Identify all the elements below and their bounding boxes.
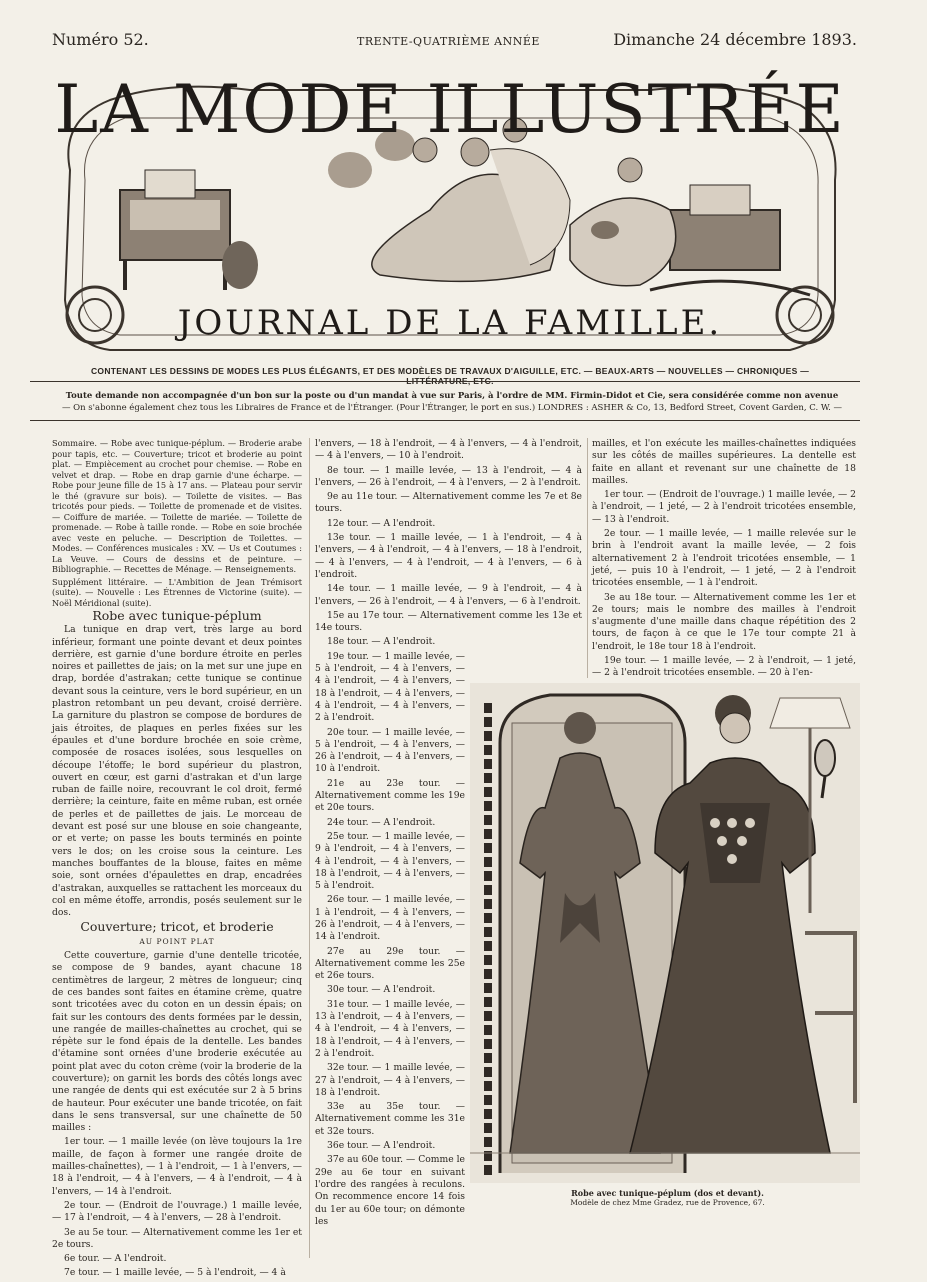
- knit-row: 2e tour. — (Endroit de l'ouvrage.) 1 maille levée, — 17 à l'endroit, — 4 à l'envers, — 28 à l'endroit.: [52, 1199, 302, 1224]
- dress-engraving: [470, 683, 860, 1183]
- knit-row: 19e tour. — 1 maille levée, — 2 à l'endroit, — 1 jeté, — 2 à l'endroit tricotées ensemble. — 20 à l'en-: [592, 655, 856, 679]
- knit-row: 1er tour. — (Endroit de l'ouvrage.) 1 maille levée, — 2 à l'endroit, — 1 jeté, — 2 à l'endroit tricotées ensemble, — 13 à l'endroit.: [592, 489, 856, 525]
- subscription-notice-2: — On s'abonne également chez tous les Libraires de France et de l'Étranger. (Pour l'Étranger, le port en sus.) LONDRES : ASHER & Co, 13, Bedford Street, Covent Garden, C. W. —: [61, 403, 843, 413]
- knit-row: 27e au 29e tour. — Alternativement comme les 25e et 26e tours.: [315, 945, 465, 982]
- knit-row: 31e tour. — 1 maille levée, — 13 à l'endroit, — 4 à l'envers, — 4 à l'endroit, — 4 à l'envers, — 18 à l'endroit, — 4 à l'envers, — 2 à l'endroit.: [315, 998, 465, 1059]
- knit-row: 32e tour. — 1 maille levée, — 27 à l'endroit, — 4 à l'envers, — 18 à l'endroit.: [315, 1062, 465, 1098]
- section-title: Robe avec tunique-péplum: [92, 608, 262, 623]
- column-1: [52, 438, 302, 1282]
- divider-rule: [30, 381, 860, 382]
- divider-rule: [30, 420, 860, 421]
- knit-row: 3e au 5e tour. — Alternativement comme les 1er et 2e tours.: [52, 1226, 302, 1250]
- knit-row: 26e tour. — 1 maille levée, — 1 à l'endroit, — 4 à l'envers, — 26 à l'endroit, — 4 à l'envers, — 14 à l'endroit.: [315, 894, 465, 943]
- knit-row: 1er tour. — 1 maille levée (on lève toujours la 1re maille, de façon à former une rangée droite de mailles-chaînettes), — 1 à l'endroit, — 1 à l'envers, — 18 à l'endroit, — 4 à l'envers, — 4 à l'endroit, — 4 à l'envers, — 14 à l'endroit.: [52, 1136, 302, 1197]
- masthead-subtitle: JOURNAL DE LA FAMILLE.: [177, 303, 723, 343]
- column-divider: [309, 438, 310, 1258]
- caption-title: Robe avec tunique-péplum (dos et devant).: [571, 1188, 764, 1198]
- column-2-narrow: [315, 651, 465, 1228]
- knit-row: 20e tour. — 1 maille levée, — 5 à l'endroit, — 4 à l'envers, — 26 à l'endroit, — 4 à l'envers, — 10 à l'endroit.: [315, 726, 465, 775]
- knit-row: 37e au 60e tour. — Comme le 29e au 6e tour en suivant l'ordre des rangées à reculons. On recommence encore 14 fois du 1er au 60e tour; on démonte les: [315, 1154, 465, 1227]
- knit-row: l'envers, — 18 à l'endroit, — 4 à l'envers, — 4 à l'endroit, — 4 à l'envers, — 10 à l'endroit.: [315, 438, 582, 462]
- knit-row: 13e tour. — 1 maille levée, — 1 à l'endroit, — 4 à l'envers, — 4 à l'endroit, — 4 à l'envers, — 18 à l'endroit, — 4 à l'envers, — 4 à l'endroit, — 4 à l'envers, — 6 à l'endroit.: [315, 532, 582, 580]
- knit-row: 18e tour. — A l'endroit.: [327, 636, 436, 648]
- year-label: TRENTE-QUATRIÈME ANNÉE: [357, 35, 540, 48]
- knit-row: 7e tour. — 1 maille levée, — 5 à l'endroit, — 4 à: [64, 1267, 286, 1279]
- subscription-notice: Toute demande non accompagnée d'un bon sur la poste ou d'un mandat à vue sur Paris, à l'ordre de MM. Firmin-Didot et Cie, sera considérée comme non avenue: [65, 391, 839, 401]
- contents-line: CONTENANT LES DESSINS DE MODES LES PLUS ÉLÉGANTS, ET DES MODÈLES DE TRAVAUX D'AIGUILLE, ETC. — BEAUX-ARTS — NOUVELLES — CHRONIQUES — LITTÉRATURE, ETC.: [90, 366, 810, 386]
- knit-row: 2e tour. — 1 maille levée, — 1 maille relevée sur le brin à l'endroit avant la maille levée, — 2 fois alternativement 2 à l'endroit tricotées ensemble, — 1 jeté, — puis 10 à l'endroit, — 1 jeté, — 2 à l'endroit tricotées ensemble, — 1 à l'endroit.: [592, 528, 856, 589]
- knit-row: 36e tour. — A l'endroit.: [327, 1140, 436, 1152]
- supplement: Supplément littéraire. — L'Ambition de Jean Trémisort (suite). — Nouvelle : Les Étrennes de Victorine (suite). — Noël Méridional (suite).: [52, 576, 302, 608]
- knit-row: 6e tour. — A l'endroit.: [64, 1253, 167, 1265]
- knit-row: 24e tour. — A l'endroit.: [327, 816, 436, 828]
- knit-row: mailles, et l'on exécute les mailles-chaînettes indiquées sur les côtés de mailles supérieures. La dentelle est faite en allant et revenant sur une chaînette de 18 mailles.: [592, 438, 856, 486]
- knit-row: 14e tour. — 1 maille levée, — 9 à l'endroit, — 4 à l'envers, — 26 à l'endroit, — 4 à l'envers, — 6 à l'endroit.: [315, 583, 582, 607]
- knit-row: 33e au 35e tour. — Alternativement comme les 31e et 32e tours.: [315, 1101, 465, 1137]
- masthead-engraving: [50, 60, 850, 360]
- masthead-title: LA MODE ILLUSTRÉE: [54, 71, 846, 148]
- issue-number: Numéro 52.: [52, 30, 149, 49]
- section-title: Couverture; tricot, et broderie: [80, 919, 274, 935]
- knit-row: 30e tour. — A l'endroit.: [327, 984, 436, 996]
- masthead: [50, 60, 850, 360]
- knit-row: 12e tour. — A l'endroit.: [327, 517, 436, 529]
- illustration-caption: [480, 1188, 855, 1208]
- knit-row: 8e tour. — 1 maille levée, — 13 à l'endroit, — 4 à l'envers, — 26 à l'endroit, — 4 à l'envers, — 2 à l'endroit.: [315, 464, 582, 488]
- column-divider: [587, 438, 588, 678]
- issue-date: Dimanche 24 décembre 1893.: [613, 30, 857, 49]
- caption-credit: Modèle de chez Mme Gradez, rue de Provence, 67.: [570, 1198, 765, 1207]
- knit-row: 19e tour. — 1 maille levée, — 5 à l'endroit, — 4 à l'envers, — 4 à l'endroit, — 4 à l'envers, — 18 à l'endroit, — 4 à l'envers, — 4 à l'endroit, — 4 à l'envers, — 2 à l'endroit.: [315, 650, 465, 724]
- summary: Sommaire. — Robe avec tunique-péplum. — Broderie arabe pour tapis, etc. — Couverture; tricot et broderie au point plat. — Empiècement au crochet pour chemise. — Robe en velvet et drap. — Robe en drap garnie d'une écharpe. — Robe pour jeune fille de 15 à 17 ans. — Plateau pour servir le thé (gravure sur bois). — Toilette de visites. — Bas tricotés pour pieds. — Toilette de promenade et de visites. — Coiffure de mariée. — Toilette de mariée. — Toilette de promenade. — Robe à taille ronde. — Robe en soie brochée avec veste en peluche. — Description de Toilettes. — Modes. — Conférences musicales : XV. — Us et Coutumes : La Veuve. — Cours de dessins et de peinture. — Bibliographie. — Recettes de Ménage. — Renseignements.: [52, 438, 302, 574]
- section-body: La tunique en drap vert, très large au bord inférieur, formant une pointe devant et deux pointes derrière, est garnie d'une bordure étroite en perles noires et paillettes de jais; on la met sur une jupe en drap, bordée d'astrakan; cette tunique se continue devant sous la ceinture, vers le bord supérieur, en un plastron retombant un peu devant, croisé derrière. La garniture du plastron se compose de bordures de jais étroites, de plaques en perles fixées sur les épaules et d'une bordure brochée en soie crème, composée de rosaces isolées, sous lesquelles on découpe l'étoffe; le bord supérieur du plastron, ouvert en cœur, est garni d'astrakan et d'un large ruban de faille noire, recouvrant le col droit, fermé derrière; la ceinture, faite en même ruban, est ornée de perles et de paillettes de jais. Le morceau de devant est posé sur une blouse en soie changeante, or et verte; on passe les bouts terminés en pointe vers le dos; on les croise sous la ceinture. Les manches bouffantes de la blouse, faites en même soie, sont ornées d'épaulettes en drap, encadrées d'astrakan, auxquelles se rattachent les morceaux du col en même étoffe, arrondis, posés seulement sur le dos.: [52, 624, 302, 919]
- knit-row: 3e au 18e tour. — Alternativement comme les 1er et 2e tours; mais le nombre des mailles à l'endroit s'augmente d'une maille dans chaque répétition des 2 tours, de façon à ce que le 17e tour compte 21 à l'endroit, le 18e tour 18 à l'endroit.: [592, 591, 856, 652]
- section-body: Cette couverture, garnie d'une dentelle tricotée, se compose de 9 bandes, ayant chacune 18 centimètres de largeur, 2 mètres de longueur; cinq de ces bandes sont faites en étamine crème, quatre sont tricotées avec du coton en un dessin épais; on fait sur les contours des dents formées par le dessin, une rangée de mailles-chaînettes au crochet, qui se répète sur le fond épais de la dentelle. Les bandes d'étamine sont ornées d'une broderie exécutée au point plat avec du coton crème (voir la broderie de la couverture); on garnit les bords des côtés longs avec une rangée de dents qui est exécutée sur 2 à 5 brins de hauteur. Pour exécuter une bande tricotée, on fait dans le sens transversal, sur une chaînette de 50 mailles :: [52, 950, 302, 1134]
- issue-header: [52, 30, 857, 56]
- section-subtitle: AU POINT PLAT: [139, 936, 215, 946]
- knit-row: 21e au 23e tour. — Alternativement comme les 19e et 20e tours.: [315, 777, 465, 814]
- knit-row: 9e au 11e tour. — Alternativement comme les 7e et 8e tours.: [315, 491, 582, 515]
- knit-row: 25e tour. — 1 maille levée, — 9 à l'endroit, — 4 à l'envers, — 4 à l'endroit, — 4 à l'envers, — 18 à l'endroit, — 4 à l'envers, — 5 à l'endroit.: [315, 830, 465, 892]
- fashion-illustration: [470, 683, 860, 1183]
- column-3: [592, 438, 856, 682]
- knit-row: 15e au 17e tour. — Alternativement comme les 13e et 14e tours.: [315, 609, 582, 634]
